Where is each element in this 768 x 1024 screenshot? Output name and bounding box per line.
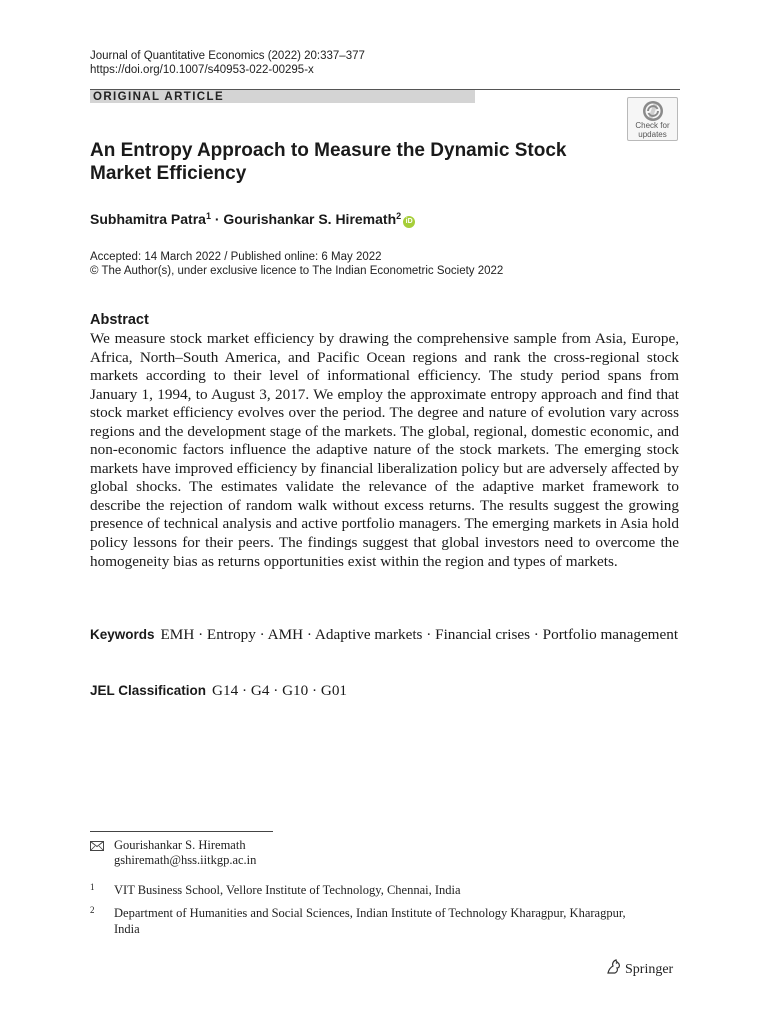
footnote-number: 2 <box>90 905 95 915</box>
springer-horse-icon <box>605 958 623 976</box>
keywords-section <box>90 626 679 645</box>
check-for-updates-text <box>628 122 677 139</box>
author-name[interactable]: Gourishankar S. Hiremath <box>223 211 397 227</box>
keywords-label: Keywords <box>90 627 155 642</box>
envelope-icon <box>90 841 104 851</box>
affiliation-footnote: Department of Humanities and Social Sciences, Indian Institute of Technology Kharagpur, Kharagpur, India <box>114 906 626 936</box>
author-affiliation-mark: 1 <box>205 211 211 221</box>
corresponding-author-email[interactable]: gshiremath@hss.iitkgp.ac.in <box>114 853 257 867</box>
keywords-list: EMH · Entropy · AMH · Adaptive markets · Financial crises · Portfolio management <box>160 626 679 643</box>
check-line-1: Check for <box>635 121 670 130</box>
abstract-heading: Abstract <box>90 312 149 328</box>
publication-dates: Accepted: 14 March 2022 / Published online: 6 May 2022 <box>90 251 382 263</box>
article-type-label: ORIGINAL ARTICLE <box>93 90 225 103</box>
author-name[interactable]: Subhamitra Patra <box>90 211 206 227</box>
corresponding-author-name: Gourishankar S. Hiremath <box>114 838 246 852</box>
jel-classification-section <box>90 682 347 701</box>
author-affiliation-mark: 2 <box>396 211 402 221</box>
abstract-body: We measure stock market efficiency by drawing the comprehensive sample from Asia, Europe, Africa, North–South America, and Pacific Ocean regions and rank the cross-regional stock markets according to their level of informational efficiency. The study period spans from January 1, 1994, to August 3, 2017. We employ the approximate entropy approach and find that stock market efficiency evolves over the period. The degree and nature of evolution vary across regions and the development stage of the markets. The global, regional, domestic economic, and non-economic factors influence the adaptive nature of the stock markets. The emerging stock markets have improved efficiency by financial liberalization policy but are adversely affected by global shocks. The estimates validate the relevance of the adaptive market framework to describe the rejection of random walk without excess returns. The results suggest the growing presence of technical analysis and active portfolio managers. The emerging markets in Asia hold policy lessons for their peers. The findings suggest that global investors need to overcome the homogeneity bias as returns opportunities exist within the region and types of markets. <box>90 330 679 570</box>
publisher-name: Springer <box>625 962 674 977</box>
journal-reference: Journal of Quantitative Economics (2022) 20:337–377 <box>90 50 365 62</box>
author-separator: · <box>210 211 224 227</box>
jel-label: JEL Classification <box>90 683 207 698</box>
copyright-notice: © The Author(s), under exclusive licence to The Indian Econometric Society 2022 <box>90 265 504 277</box>
jel-codes: G14 · G4 · G10 · G01 <box>212 682 348 699</box>
orcid-icon[interactable]: iD <box>403 216 415 228</box>
footnote-number: 1 <box>90 882 95 892</box>
check-for-updates-icon <box>642 100 664 122</box>
footnote-rule <box>90 831 273 832</box>
doi-link[interactable]: https://doi.org/10.1007/s40953-022-00295-x <box>90 64 314 76</box>
affiliation-footnote: VIT Business School, Vellore Institute of Technology, Chennai, India <box>114 883 461 897</box>
article-title: An Entropy Approach to Measure the Dynamic Stock Market Efficiency <box>90 140 567 184</box>
author-list <box>90 207 415 228</box>
publisher-logo <box>605 958 673 978</box>
check-for-updates-badge[interactable] <box>627 97 678 141</box>
check-line-2: updates <box>638 129 667 139</box>
